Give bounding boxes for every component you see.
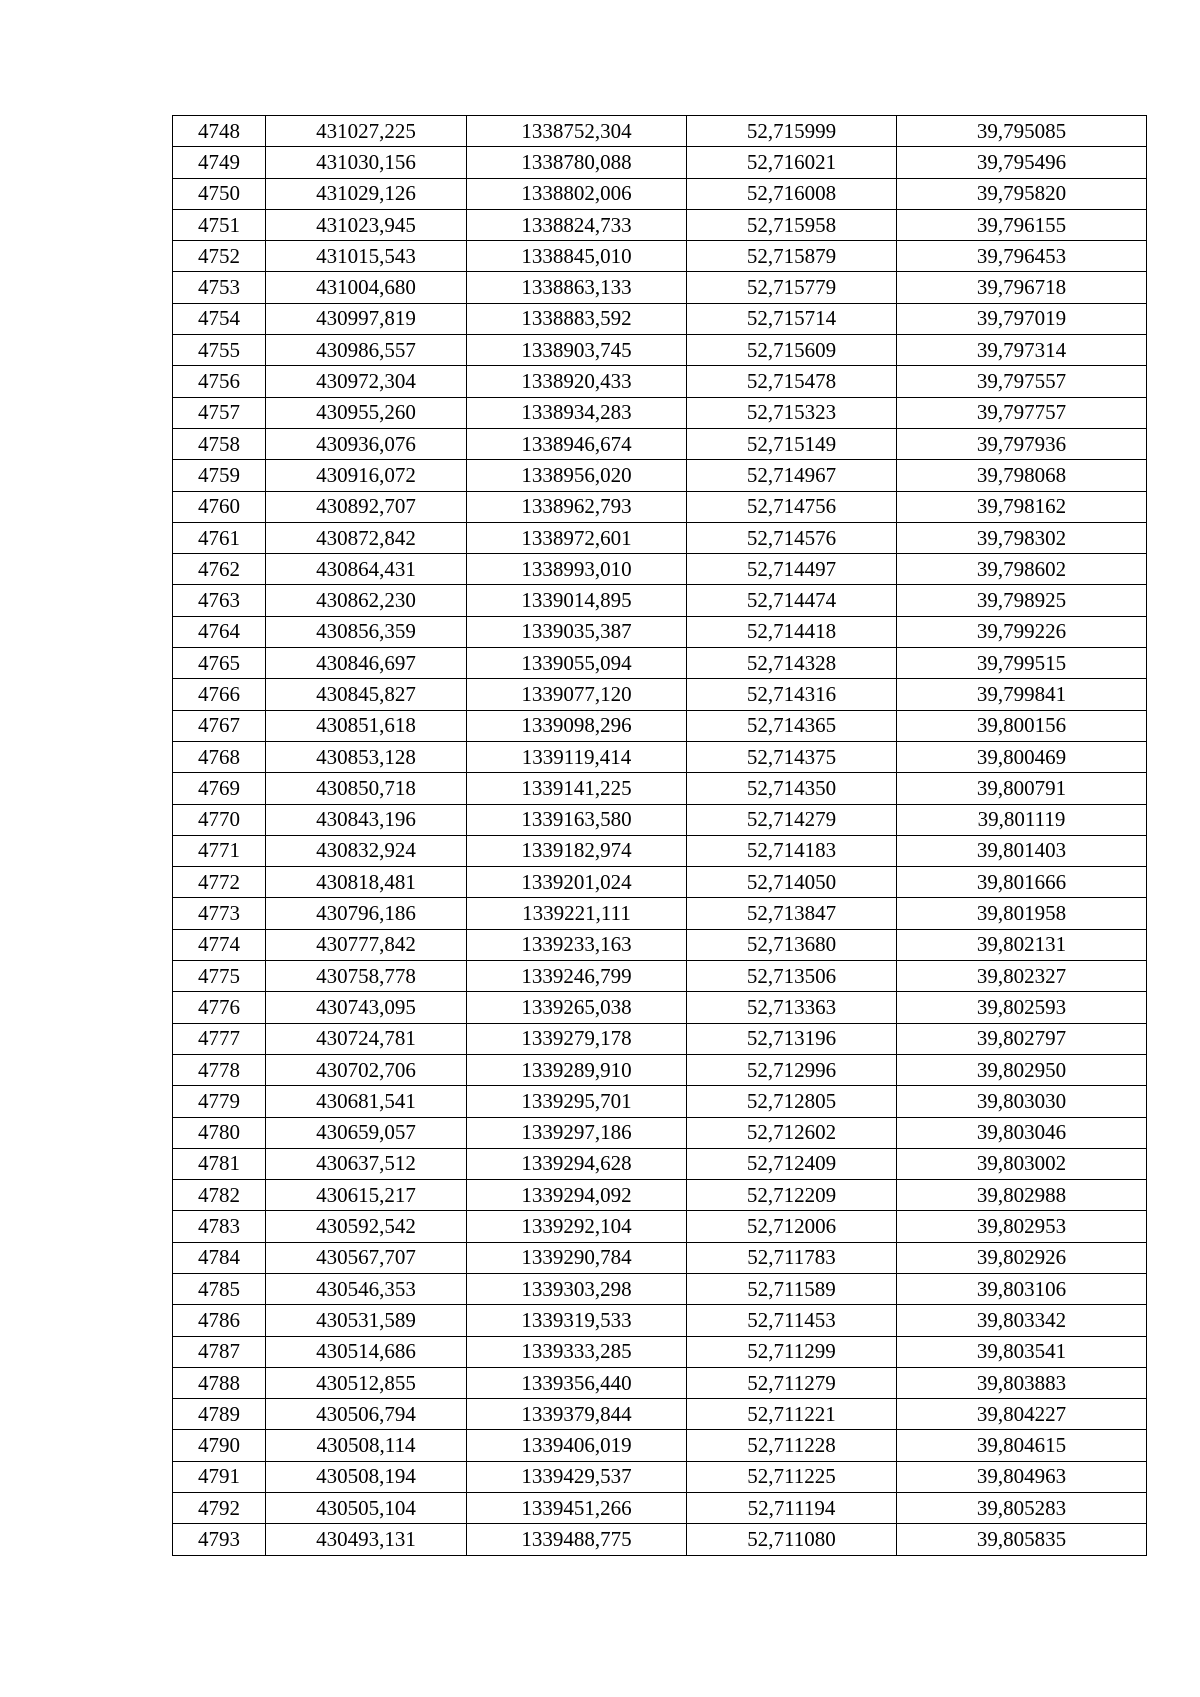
latitude-cell: 52,712805 [687,1086,897,1117]
table-row [173,1273,1147,1304]
longitude-cell: 39,803030 [897,1086,1147,1117]
longitude-cell: 39,803002 [897,1148,1147,1179]
x-coordinate-cell: 430997,819 [266,303,467,334]
y-coordinate-cell: 1339488,775 [467,1524,687,1555]
longitude-cell: 39,797936 [897,428,1147,459]
latitude-cell: 52,714418 [687,616,897,647]
x-coordinate-cell: 430743,095 [266,992,467,1023]
latitude-cell: 52,714375 [687,741,897,772]
x-coordinate-cell: 430493,131 [266,1524,467,1555]
y-coordinate-cell: 1339295,701 [467,1086,687,1117]
x-coordinate-cell: 430508,194 [266,1461,467,1492]
latitude-cell: 52,714328 [687,648,897,679]
table-row [173,335,1147,366]
y-coordinate-cell: 1339289,910 [467,1054,687,1085]
y-coordinate-cell: 1339294,092 [467,1180,687,1211]
x-coordinate-cell: 430777,842 [266,929,467,960]
longitude-cell: 39,797314 [897,335,1147,366]
latitude-cell: 52,714316 [687,679,897,710]
table-row [173,961,1147,992]
point-number-cell: 4777 [173,1023,266,1054]
x-coordinate-cell: 430850,718 [266,773,467,804]
latitude-cell: 52,714365 [687,710,897,741]
longitude-cell: 39,795496 [897,147,1147,178]
table-row [173,929,1147,960]
table-row [173,1399,1147,1430]
latitude-cell: 52,711783 [687,1242,897,1273]
point-number-cell: 4792 [173,1493,266,1524]
y-coordinate-cell: 1339379,844 [467,1399,687,1430]
y-coordinate-cell: 1338993,010 [467,554,687,585]
x-coordinate-cell: 430862,230 [266,585,467,616]
latitude-cell: 52,711194 [687,1493,897,1524]
y-coordinate-cell: 1338903,745 [467,335,687,366]
point-number-cell: 4763 [173,585,266,616]
latitude-cell: 52,713680 [687,929,897,960]
table-row [173,648,1147,679]
longitude-cell: 39,798302 [897,522,1147,553]
point-number-cell: 4752 [173,241,266,272]
table-row [173,397,1147,428]
y-coordinate-cell: 1339233,163 [467,929,687,960]
longitude-cell: 39,795085 [897,116,1147,147]
table-row [173,679,1147,710]
point-number-cell: 4751 [173,209,266,240]
point-number-cell: 4786 [173,1305,266,1336]
x-coordinate-cell: 431015,543 [266,241,467,272]
longitude-cell: 39,799226 [897,616,1147,647]
latitude-cell: 52,714279 [687,804,897,835]
point-number-cell: 4772 [173,867,266,898]
longitude-cell: 39,803883 [897,1367,1147,1398]
y-coordinate-cell: 1339279,178 [467,1023,687,1054]
latitude-cell: 52,715149 [687,428,897,459]
point-number-cell: 4758 [173,428,266,459]
latitude-cell: 52,714756 [687,491,897,522]
longitude-cell: 39,797557 [897,366,1147,397]
y-coordinate-cell: 1338946,674 [467,428,687,459]
y-coordinate-cell: 1339406,019 [467,1430,687,1461]
x-coordinate-cell: 430955,260 [266,397,467,428]
latitude-cell: 52,711228 [687,1430,897,1461]
longitude-cell: 39,798068 [897,460,1147,491]
table-row [173,1524,1147,1555]
longitude-cell: 39,800791 [897,773,1147,804]
point-number-cell: 4776 [173,992,266,1023]
table-row [173,1461,1147,1492]
x-coordinate-cell: 430986,557 [266,335,467,366]
longitude-cell: 39,802950 [897,1054,1147,1085]
point-number-cell: 4774 [173,929,266,960]
latitude-cell: 52,714497 [687,554,897,585]
latitude-cell: 52,711221 [687,1399,897,1430]
point-number-cell: 4770 [173,804,266,835]
x-coordinate-cell: 430936,076 [266,428,467,459]
y-coordinate-cell: 1339014,895 [467,585,687,616]
point-number-cell: 4773 [173,898,266,929]
x-coordinate-cell: 430505,104 [266,1493,467,1524]
point-number-cell: 4748 [173,116,266,147]
x-coordinate-cell: 430872,842 [266,522,467,553]
y-coordinate-cell: 1339246,799 [467,961,687,992]
x-coordinate-cell: 431027,225 [266,116,467,147]
latitude-cell: 52,715478 [687,366,897,397]
point-number-cell: 4784 [173,1242,266,1273]
latitude-cell: 52,712602 [687,1117,897,1148]
y-coordinate-cell: 1339303,298 [467,1273,687,1304]
point-number-cell: 4781 [173,1148,266,1179]
y-coordinate-cell: 1339098,296 [467,710,687,741]
y-coordinate-cell: 1339290,784 [467,1242,687,1273]
latitude-cell: 52,714183 [687,835,897,866]
table-row [173,804,1147,835]
longitude-cell: 39,802988 [897,1180,1147,1211]
x-coordinate-cell: 430853,128 [266,741,467,772]
latitude-cell: 52,716021 [687,147,897,178]
table-row [173,1023,1147,1054]
table-row [173,741,1147,772]
longitude-cell: 39,802797 [897,1023,1147,1054]
point-number-cell: 4768 [173,741,266,772]
y-coordinate-cell: 1338920,433 [467,366,687,397]
latitude-cell: 52,714050 [687,867,897,898]
x-coordinate-cell: 430843,196 [266,804,467,835]
table-row [173,1305,1147,1336]
latitude-cell: 52,711080 [687,1524,897,1555]
y-coordinate-cell: 1339356,440 [467,1367,687,1398]
longitude-cell: 39,805835 [897,1524,1147,1555]
longitude-cell: 39,800469 [897,741,1147,772]
y-coordinate-cell: 1339077,120 [467,679,687,710]
point-number-cell: 4749 [173,147,266,178]
longitude-cell: 39,803342 [897,1305,1147,1336]
latitude-cell: 52,715714 [687,303,897,334]
longitude-cell: 39,799841 [897,679,1147,710]
longitude-cell: 39,803046 [897,1117,1147,1148]
point-number-cell: 4759 [173,460,266,491]
longitude-cell: 39,798162 [897,491,1147,522]
y-coordinate-cell: 1338934,283 [467,397,687,428]
longitude-cell: 39,798925 [897,585,1147,616]
x-coordinate-cell: 430546,353 [266,1273,467,1304]
latitude-cell: 52,714576 [687,522,897,553]
point-number-cell: 4789 [173,1399,266,1430]
point-number-cell: 4775 [173,961,266,992]
y-coordinate-cell: 1338802,006 [467,178,687,209]
latitude-cell: 52,715779 [687,272,897,303]
x-coordinate-cell: 431023,945 [266,209,467,240]
y-coordinate-cell: 1339119,414 [467,741,687,772]
table-row [173,992,1147,1023]
y-coordinate-cell: 1339035,387 [467,616,687,647]
latitude-cell: 52,714350 [687,773,897,804]
latitude-cell: 52,715609 [687,335,897,366]
longitude-cell: 39,796155 [897,209,1147,240]
table-row [173,209,1147,240]
table-row [173,773,1147,804]
point-number-cell: 4787 [173,1336,266,1367]
table-row [173,1211,1147,1242]
table-row [173,1367,1147,1398]
y-coordinate-cell: 1338972,601 [467,522,687,553]
y-coordinate-cell: 1339182,974 [467,835,687,866]
longitude-cell: 39,801958 [897,898,1147,929]
x-coordinate-cell: 430864,431 [266,554,467,585]
x-coordinate-cell: 430724,781 [266,1023,467,1054]
x-coordinate-cell: 430856,359 [266,616,467,647]
longitude-cell: 39,804227 [897,1399,1147,1430]
table-row [173,1086,1147,1117]
y-coordinate-cell: 1339141,225 [467,773,687,804]
point-number-cell: 4757 [173,397,266,428]
y-coordinate-cell: 1338752,304 [467,116,687,147]
table-row [173,585,1147,616]
table-row [173,710,1147,741]
latitude-cell: 52,712006 [687,1211,897,1242]
latitude-cell: 52,713847 [687,898,897,929]
x-coordinate-cell: 430637,512 [266,1148,467,1179]
y-coordinate-cell: 1339163,580 [467,804,687,835]
coordinates-table-body [173,116,1147,1556]
x-coordinate-cell: 430832,924 [266,835,467,866]
longitude-cell: 39,802593 [897,992,1147,1023]
table-row [173,1054,1147,1085]
longitude-cell: 39,797019 [897,303,1147,334]
x-coordinate-cell: 430851,618 [266,710,467,741]
longitude-cell: 39,804963 [897,1461,1147,1492]
longitude-cell: 39,800156 [897,710,1147,741]
x-coordinate-cell: 430702,706 [266,1054,467,1085]
y-coordinate-cell: 1338824,733 [467,209,687,240]
point-number-cell: 4779 [173,1086,266,1117]
table-row [173,1180,1147,1211]
table-row [173,1117,1147,1148]
point-number-cell: 4791 [173,1461,266,1492]
x-coordinate-cell: 430681,541 [266,1086,467,1117]
point-number-cell: 4753 [173,272,266,303]
table-row [173,1336,1147,1367]
x-coordinate-cell: 430592,542 [266,1211,467,1242]
x-coordinate-cell: 430512,855 [266,1367,467,1398]
latitude-cell: 52,711453 [687,1305,897,1336]
latitude-cell: 52,715879 [687,241,897,272]
longitude-cell: 39,802131 [897,929,1147,960]
point-number-cell: 4761 [173,522,266,553]
point-number-cell: 4780 [173,1117,266,1148]
point-number-cell: 4782 [173,1180,266,1211]
y-coordinate-cell: 1339292,104 [467,1211,687,1242]
y-coordinate-cell: 1339201,024 [467,867,687,898]
x-coordinate-cell: 431029,126 [266,178,467,209]
table-row [173,1430,1147,1461]
longitude-cell: 39,796718 [897,272,1147,303]
x-coordinate-cell: 430846,697 [266,648,467,679]
point-number-cell: 4750 [173,178,266,209]
x-coordinate-cell: 431030,156 [266,147,467,178]
point-number-cell: 4783 [173,1211,266,1242]
point-number-cell: 4771 [173,835,266,866]
table-row [173,1242,1147,1273]
x-coordinate-cell: 430531,589 [266,1305,467,1336]
table-row [173,616,1147,647]
point-number-cell: 4767 [173,710,266,741]
latitude-cell: 52,713506 [687,961,897,992]
y-coordinate-cell: 1339265,038 [467,992,687,1023]
point-number-cell: 4785 [173,1273,266,1304]
latitude-cell: 52,714474 [687,585,897,616]
table-row [173,272,1147,303]
x-coordinate-cell: 430514,686 [266,1336,467,1367]
table-row [173,428,1147,459]
latitude-cell: 52,715999 [687,116,897,147]
latitude-cell: 52,711279 [687,1367,897,1398]
table-row [173,303,1147,334]
latitude-cell: 52,711225 [687,1461,897,1492]
y-coordinate-cell: 1339451,266 [467,1493,687,1524]
table-row [173,460,1147,491]
latitude-cell: 52,713196 [687,1023,897,1054]
longitude-cell: 39,795820 [897,178,1147,209]
point-number-cell: 4793 [173,1524,266,1555]
table-row [173,898,1147,929]
longitude-cell: 39,799515 [897,648,1147,679]
point-number-cell: 4764 [173,616,266,647]
latitude-cell: 52,711299 [687,1336,897,1367]
table-row [173,491,1147,522]
longitude-cell: 39,801119 [897,804,1147,835]
longitude-cell: 39,804615 [897,1430,1147,1461]
latitude-cell: 52,715958 [687,209,897,240]
latitude-cell: 52,715323 [687,397,897,428]
x-coordinate-cell: 430916,072 [266,460,467,491]
x-coordinate-cell: 430796,186 [266,898,467,929]
longitude-cell: 39,798602 [897,554,1147,585]
y-coordinate-cell: 1339319,533 [467,1305,687,1336]
point-number-cell: 4762 [173,554,266,585]
latitude-cell: 52,712409 [687,1148,897,1179]
y-coordinate-cell: 1338956,020 [467,460,687,491]
table-row [173,366,1147,397]
x-coordinate-cell: 430567,707 [266,1242,467,1273]
x-coordinate-cell: 430818,481 [266,867,467,898]
y-coordinate-cell: 1338780,088 [467,147,687,178]
table-row [173,1148,1147,1179]
longitude-cell: 39,802926 [897,1242,1147,1273]
x-coordinate-cell: 430615,217 [266,1180,467,1211]
x-coordinate-cell: 430845,827 [266,679,467,710]
point-number-cell: 4754 [173,303,266,334]
x-coordinate-cell: 430506,794 [266,1399,467,1430]
table-row [173,147,1147,178]
longitude-cell: 39,797757 [897,397,1147,428]
y-coordinate-cell: 1338883,592 [467,303,687,334]
point-number-cell: 4769 [173,773,266,804]
x-coordinate-cell: 430892,707 [266,491,467,522]
point-number-cell: 4788 [173,1367,266,1398]
table-row [173,867,1147,898]
y-coordinate-cell: 1339297,186 [467,1117,687,1148]
x-coordinate-cell: 430758,778 [266,961,467,992]
point-number-cell: 4778 [173,1054,266,1085]
latitude-cell: 52,711589 [687,1273,897,1304]
point-number-cell: 4765 [173,648,266,679]
longitude-cell: 39,801403 [897,835,1147,866]
latitude-cell: 52,713363 [687,992,897,1023]
y-coordinate-cell: 1339294,628 [467,1148,687,1179]
y-coordinate-cell: 1339221,111 [467,898,687,929]
y-coordinate-cell: 1339429,537 [467,1461,687,1492]
latitude-cell: 52,714967 [687,460,897,491]
table-row [173,554,1147,585]
table-row [173,1493,1147,1524]
latitude-cell: 52,716008 [687,178,897,209]
point-number-cell: 4790 [173,1430,266,1461]
x-coordinate-cell: 430659,057 [266,1117,467,1148]
y-coordinate-cell: 1338863,133 [467,272,687,303]
coordinates-table [172,115,1147,1556]
y-coordinate-cell: 1338962,793 [467,491,687,522]
table-row [173,116,1147,147]
y-coordinate-cell: 1339333,285 [467,1336,687,1367]
table-row [173,241,1147,272]
x-coordinate-cell: 430972,304 [266,366,467,397]
x-coordinate-cell: 430508,114 [266,1430,467,1461]
longitude-cell: 39,801666 [897,867,1147,898]
y-coordinate-cell: 1339055,094 [467,648,687,679]
point-number-cell: 4766 [173,679,266,710]
longitude-cell: 39,803541 [897,1336,1147,1367]
x-coordinate-cell: 431004,680 [266,272,467,303]
table-row [173,178,1147,209]
longitude-cell: 39,802327 [897,961,1147,992]
latitude-cell: 52,712209 [687,1180,897,1211]
longitude-cell: 39,802953 [897,1211,1147,1242]
longitude-cell: 39,803106 [897,1273,1147,1304]
point-number-cell: 4755 [173,335,266,366]
longitude-cell: 39,805283 [897,1493,1147,1524]
latitude-cell: 52,712996 [687,1054,897,1085]
longitude-cell: 39,796453 [897,241,1147,272]
point-number-cell: 4756 [173,366,266,397]
point-number-cell: 4760 [173,491,266,522]
table-row [173,835,1147,866]
table-row [173,522,1147,553]
y-coordinate-cell: 1338845,010 [467,241,687,272]
